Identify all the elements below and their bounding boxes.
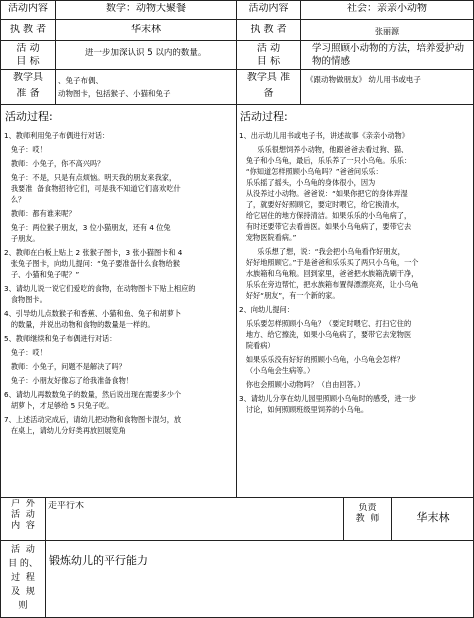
process-step-left: 兔子：不是，只是有点烦恼。明天我的朋友来我家， 我要准 备食物招待它们，可是我不知道它们喜欢吃什 么？ [10, 173, 181, 204]
rule [0, 69, 474, 70]
purpose-value: 锻炼幼儿的平行能力 [49, 554, 148, 567]
rule [300, 0, 301, 104]
process-step-left: 1、教师利用兔子布偶进行对话： [4, 131, 110, 140]
content-value-right: 社会：亲亲小动物 [347, 3, 427, 14]
process-step-left: 3、请幼儿说一说它们爱吃的食物，在动物图卡下贴上相应的 食物图卡。 [4, 284, 196, 304]
purpose-label: 活 动 目 的、 过 程 及 规 则 [8, 545, 38, 611]
rule [0, 497, 474, 498]
process-title-right: 活动过程: [240, 110, 288, 123]
content-label-left: 活动内容 [8, 3, 48, 14]
content-label-right: 活动内容 [248, 3, 289, 14]
teacher-label-left: 执 教 者 [9, 24, 47, 35]
outdoor-value: 走平行木 [48, 501, 85, 511]
goal-value-left: 进一步加深认识 5 以内的数量。 [85, 48, 207, 58]
border-top [0, 0, 474, 1]
process-step-left: 兔子：哎！ [4, 348, 47, 357]
prep-label-left-line1: 教学具 [13, 72, 43, 83]
process-step-right: 1、出示幼儿用书或电子书，讲述故事《亲亲小动物》 [239, 131, 409, 140]
content-value-left: 数学：动物大聚餐 [106, 3, 186, 14]
process-step-right: 2、向幼儿提问： [239, 305, 294, 314]
process-step-left: 教师：小兔子，问题不是解决了吗？ [4, 362, 126, 371]
process-step-left: 兔子：哎！ [4, 145, 47, 154]
process-step-right: 3、请幼儿分享在幼儿园里照顾小乌龟时的感受，进一步 讨论，如何照顾班级里饲养的小乌龟。 [239, 394, 417, 414]
goal-label-left-line2: 目 标 [16, 56, 40, 67]
process-step-left: 2、教师在白板上贴上 2 张猴子图卡，3 张小猫图卡和 4 张兔子图卡，向幼儿提问：“兔子要准备什么食物给猴 子、小猫和兔子呢？” [4, 248, 183, 279]
process-list-right [239, 130, 472, 495]
goal-label-right-line1: 活 动 [256, 43, 281, 54]
process-step-right: 乐乐很想饲养小动物，他跟爸爸去看过狗、猫、 兔子和小乌龟，最后，乐乐养了一只小乌龟。乐乐： “你知道怎样照顾小乌龟吗？”爸爸问乐乐： 乐乐摇了摇头，小乌龟的身体很小，因为 从没养过小动物。爸爸说：“如果你把它的身体弄湿 了，就要好好照顾它，要定时喂它，给它换清水， 给它居住的地方保持清洁。如果乐乐的小乌龟病了， 有时还要带它去看兽医。如果小乌龟病了，要带它去 宠物医院看病。” [245, 145, 412, 242]
responsible-teacher-label: 负责 教 师 [355, 503, 380, 524]
teacher-value-right: 张丽源 [375, 27, 399, 36]
prep-label-right-line1: 教学具 准 [246, 72, 291, 83]
process-step-left: 5、教师继续和兔子布偶进行对话： [4, 334, 117, 343]
responsible-teacher-value: 华末林 [416, 511, 450, 524]
goal-label-left-line1: 活 动 [16, 43, 40, 54]
rule [0, 540, 474, 541]
process-step-left: 教师：都有谁来呢？ [4, 209, 76, 218]
rule [343, 497, 344, 540]
process-step-right: 你也会照顾小动物吗？（自由回答。） [239, 380, 365, 389]
outdoor-label: 户 外 活 动 内 容 [11, 499, 35, 531]
prep-label-left-line2: 准 备 [16, 88, 40, 99]
border-left [0, 0, 1, 618]
goal-value-right: 学习照顾小动物的方法，培养爱护动物的情感 [312, 43, 465, 67]
process-title-left: 活动过程: [5, 110, 53, 123]
prep-value-right: 《跟动物做朋友》 幼儿用书或电子 [306, 75, 421, 84]
process-step-left: 4、引导幼儿点数猴子和香蕉、小猫和鱼、兔子和胡萝卜 的数量，并说出动物和食物的数量是一样的。 [4, 309, 182, 329]
process-step-left: 教师：小兔子，你不高兴吗？ [4, 159, 105, 168]
rule [0, 40, 474, 41]
column-divider [236, 0, 237, 497]
process-step-left: 6、请幼儿再数数兔子的数量，然后说出现在需要多少个 胡萝卜，才足够给 5 只兔子吃。 [4, 390, 182, 410]
process-step-right: 如果乐乐没有好好的照顾小乌龟，小乌龟会怎样？ （小乌龟会生病等。） [245, 355, 404, 375]
rule [0, 104, 474, 105]
teacher-label-right: 执 教 者 [250, 24, 287, 35]
process-step-left: 兔子：小朋友好像忘了给我准备食物！ [4, 376, 134, 385]
process-step-left: 兔子：两位猴子朋友，3 位小猫朋友，还有 4 位兔 子朋友。 [10, 223, 171, 243]
rule [391, 497, 392, 540]
rule [45, 497, 46, 618]
prep-value-left: 、兔子布偶、 动物图卡，包括猴子、小猫和兔子 [58, 76, 171, 98]
process-list-left [4, 130, 235, 495]
teacher-value-left: 华末林 [131, 24, 161, 35]
goal-label-right-line2: 目 标 [256, 56, 281, 67]
prep-label-right-line2: 备 [263, 88, 274, 99]
process-step-right: 乐乐想了想，说：“我会把小乌龟看作好朋友， 好好地照顾它。”于是爸爸和乐乐买了两只小乌龟，一个 水族箱和乌龟粮。回到家里，爸爸把水族箱洗刷干净， 乐乐在旁边帮忙，把水族箱布置得漂漂亮亮，让小乌龟 好好“朋友”，有一个新的家。 [245, 247, 419, 300]
process-step-left: 7、上述活动完成后，请幼儿把动物和食物图卡混匀，放 在桌上，请幼儿分好类再放回展览角 [4, 415, 182, 435]
rule [0, 19, 474, 20]
process-step-right: 乐乐要怎样照顾小乌龟？（要定时喂它、打扫它住的 地方、给它擦洗，如果小乌龟病了，要带它去宠物医 院看病） [245, 319, 412, 350]
